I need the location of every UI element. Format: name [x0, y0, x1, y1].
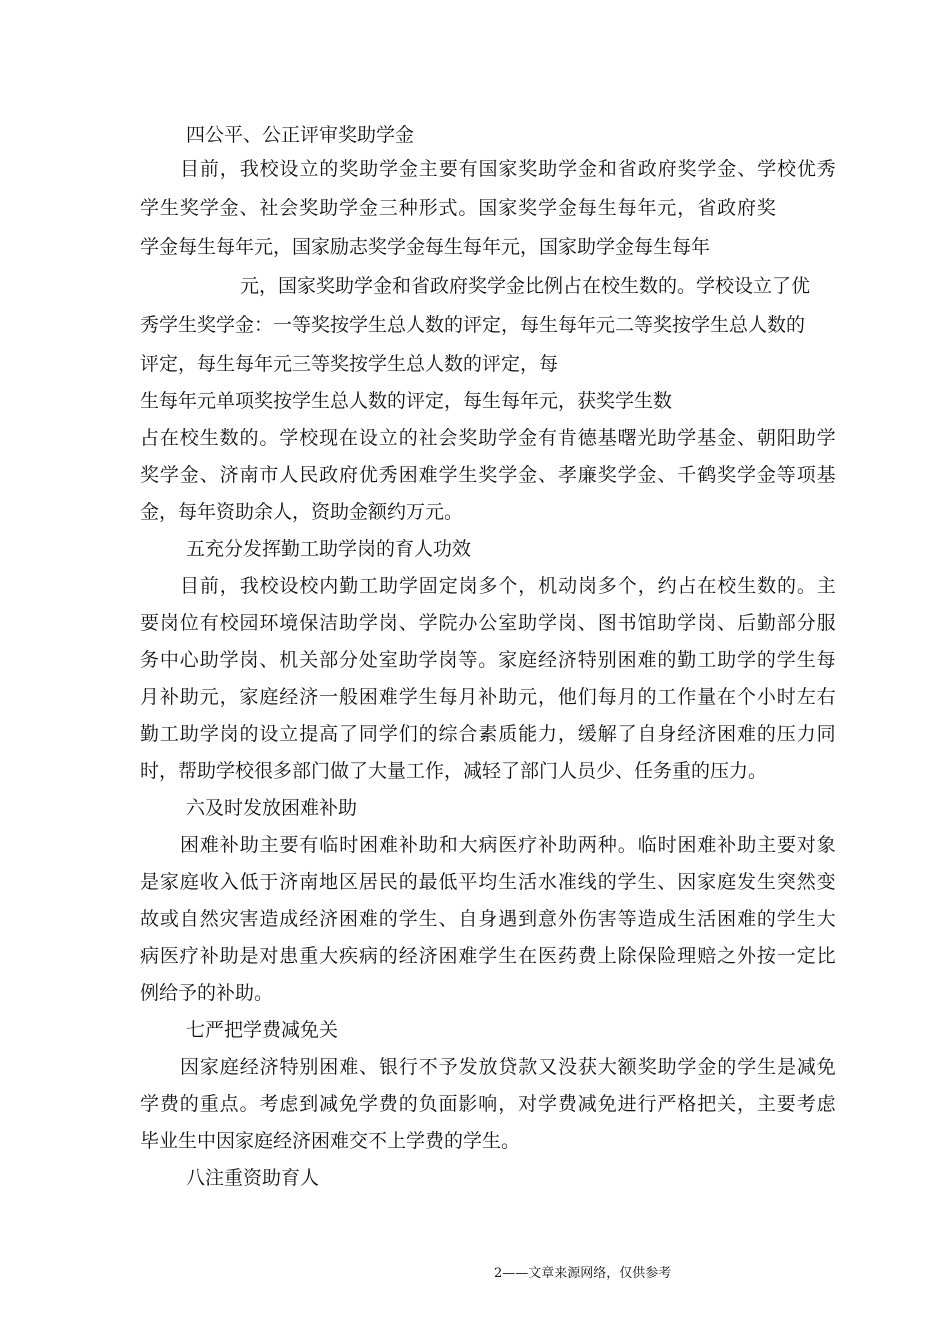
paragraph-line: 病医疗补助是对患重大疾病的经济困难学生在医药费上除保险理赔之外按一定比 [140, 945, 837, 967]
paragraph-line: 金，每年资助余人，资助金额约万元。 [140, 501, 464, 523]
paragraph-line: 占在校生数的。学校现在设立的社会奖助学金有肯德基曙光助学基金、朝阳助学 [140, 427, 837, 449]
section-heading-5: 五充分发挥勤工助学岗的育人功效 [186, 538, 472, 560]
paragraph-line: 因家庭经济特别困难、银行不予发放贷款又没获大额奖助学金的学生是减免 [180, 1056, 837, 1078]
paragraph-line: 学金每生每年元，国家励志奖学金每生每年元，国家助学金每生每年 [140, 236, 711, 258]
section-heading-7: 七严把学费减免关 [186, 1019, 339, 1041]
paragraph-line: 学费的重点。考虑到减免学费的负面影响，对学费减免进行严格把关，主要考虑 [140, 1093, 837, 1115]
paragraph-line: 目前，我校设立的奖助学金主要有国家奖助学金和省政府奖学金、学校优秀 [180, 158, 837, 180]
paragraph-line: 毕业生中因家庭经济困难交不上学费的学生。 [140, 1130, 521, 1152]
paragraph-line: 元，国家奖助学金和省政府奖学金比例占在校生数的。学校设立了优 [240, 275, 811, 297]
paragraph-line: 是家庭收入低于济南地区居民的最低平均生活水准线的学生、因家庭发生突然变 [140, 871, 837, 893]
paragraph-line: 勤工助学岗的设立提高了同学们的综合素质能力，缓解了自身经济困难的压力同 [140, 723, 837, 745]
section-heading-6: 六及时发放困难补助 [186, 797, 358, 819]
paragraph-line: 时，帮助学校很多部门做了大量工作，减轻了部门人员少、任务重的压力。 [140, 760, 768, 782]
paragraph-line: 故或自然灾害造成经济困难的学生、自身遇到意外伤害等造成生活困难的学生大 [140, 908, 837, 930]
section-heading-8: 八注重资助育人 [186, 1167, 320, 1189]
paragraph-line: 月补助元，家庭经济一般困难学生每月补助元，他们每月的工作量在个小时左右 [140, 686, 837, 708]
section-heading-4: 四公平、公正评审奖助学金 [186, 124, 415, 146]
paragraph-line: 例给予的补助。 [140, 982, 274, 1004]
page-footer: 2——文章来源网络，仅供参考 [494, 1266, 672, 1281]
paragraph-line: 务中心助学岗、机关部分处室助学岗等。家庭经济特别困难的勤工助学的学生每 [140, 649, 837, 671]
paragraph-line: 困难补助主要有临时困难补助和大病医疗补助两种。临时困难补助主要对象 [180, 834, 837, 856]
paragraph-line: 学生奖学金、社会奖助学金三种形式。国家奖学金每生每年元，省政府奖 [140, 197, 777, 219]
paragraph-line: 生每年元单项奖按学生总人数的评定，每生每年元，获奖学生数 [140, 390, 673, 412]
paragraph-line: 目前，我校设校内勤工助学固定岗多个，机动岗多个，约占在校生数的。主 [180, 575, 837, 597]
paragraph-line: 要岗位有校园环境保洁助学岗、学院办公室助学岗、图书馆助学岗、后勤部分服 [140, 612, 837, 634]
paragraph-line: 奖学金、济南市人民政府优秀困难学生奖学金、孝廉奖学金、千鹤奖学金等项基 [140, 464, 837, 486]
paragraph-line: 秀学生奖学金：一等奖按学生总人数的评定，每生每年元二等奖按学生总人数的 [140, 314, 806, 336]
paragraph-line: 评定，每生每年元三等奖按学生总人数的评定，每 [140, 353, 559, 375]
